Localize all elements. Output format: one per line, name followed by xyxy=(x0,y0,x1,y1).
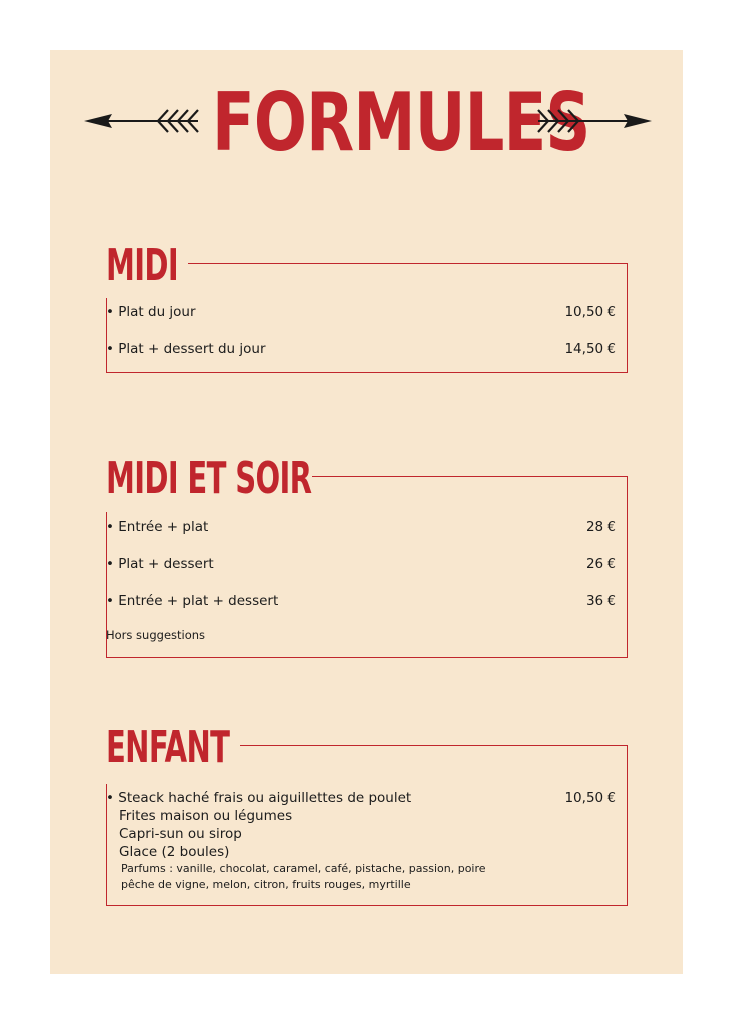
menu-item: • Plat + dessert du jour xyxy=(106,341,266,357)
arrow-left-icon xyxy=(84,104,200,138)
menu-item-price: 28 € xyxy=(585,519,616,535)
section-heading-midi: MIDI xyxy=(106,240,178,291)
page-title: FORMULES xyxy=(212,76,590,169)
menu-item-price: 14,50 € xyxy=(564,341,616,357)
menu-item-flavors: pêche de vigne, melon, citron, fruits rouges, myrtille xyxy=(121,878,411,891)
menu-item-flavors: Parfums : vanille, chocolat, caramel, café, pistache, passion, poire xyxy=(121,862,486,875)
menu-item-price: 10,50 € xyxy=(564,304,616,320)
menu-item-detail: Capri-sun ou sirop xyxy=(119,826,242,842)
menu-item: • Plat du jour xyxy=(106,304,196,320)
menu-item-price: 26 € xyxy=(585,556,616,572)
arrow-right-icon xyxy=(536,104,652,138)
menu-item: • Steack haché frais ou aiguillettes de poulet xyxy=(106,790,412,806)
menu-item-price: 10,50 € xyxy=(564,790,616,806)
menu-item: • Entrée + plat xyxy=(106,519,209,535)
menu-item-price: 36 € xyxy=(585,593,616,609)
menu-item-detail: Frites maison ou légumes xyxy=(119,808,293,824)
menu-item: • Plat + dessert xyxy=(106,556,214,572)
section-heading-midi-et-soir: MIDI ET SOIR xyxy=(106,453,312,504)
menu-item-detail: Glace (2 boules) xyxy=(119,844,230,860)
section-heading-enfant: ENFANT xyxy=(106,722,230,773)
section-note: Hors suggestions xyxy=(106,628,206,642)
menu-item: • Entrée + plat + dessert xyxy=(106,593,279,609)
